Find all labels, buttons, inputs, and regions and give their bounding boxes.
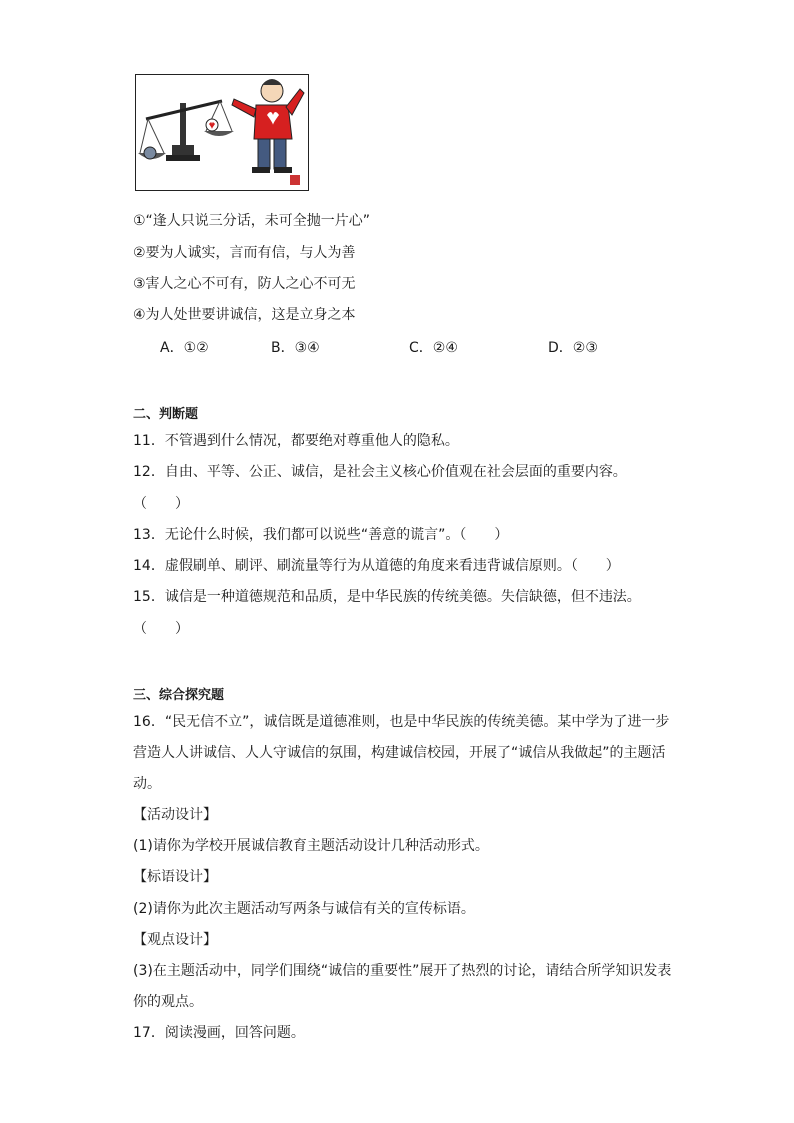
question-14: 14．虚假刷单、刷评、刷流量等行为从道德的角度来看违背诚信原则。（ ） <box>133 558 620 574</box>
question-16-line-3: 动。 <box>133 776 161 792</box>
question-12: 12．自由、平等、公正、诚信，是社会主义核心价值观在社会层面的重要内容。 <box>133 464 627 480</box>
view-question-line-2: 你的观点。 <box>133 994 203 1010</box>
question-15-blank: （ ） <box>133 621 189 637</box>
statement-1: ①“逢人只说三分话，未可全抛一片心” <box>133 213 371 229</box>
option-a: A．①② <box>160 340 209 356</box>
slogan-heading: 【标语设计】 <box>133 869 217 885</box>
question-12-blank: （ ） <box>133 496 189 512</box>
option-c: C．②④ <box>409 340 458 356</box>
option-b: B．③④ <box>271 340 320 356</box>
statement-2: ②要为人诚实，言而有信，与人为善 <box>133 245 356 261</box>
question-13: 13．无论什么时候，我们都可以说些“善意的谎言”。（ ） <box>133 527 509 543</box>
question-17: 17．阅读漫画，回答问题。 <box>133 1025 305 1041</box>
statement-4: ④为人处世要讲诚信，这是立身之本 <box>133 307 356 323</box>
question-16-line-2: 营造人人讲诚信、人人守诚信的氛围，构建诚信校园，开展了“诚信从我做起”的主题活 <box>133 745 666 761</box>
balance-scale-cartoon <box>136 75 308 190</box>
slogan-question: (2)请你为此次主题活动写两条与诚信有关的宣传标语。 <box>133 901 475 917</box>
option-d: D．②③ <box>548 340 598 356</box>
view-question-line-1: (3)在主题活动中，同学们围绕“诚信的重要性”展开了热烈的讨论，请结合所学知识发表 <box>133 963 672 979</box>
cartoon-illustration <box>135 74 309 191</box>
activity-heading: 【活动设计】 <box>133 807 217 823</box>
activity-question: (1)请你为学校开展诚信教育主题活动设计几种活动形式。 <box>133 838 489 854</box>
view-heading: 【观点设计】 <box>133 932 217 948</box>
question-16-line-1: 16．“民无信不立”，诚信既是道德准则，也是中华民族的传统美德。某中学为了进一步 <box>133 714 670 730</box>
section-3-title: 三、综合探究题 <box>133 688 225 703</box>
statement-3: ③害人之心不可有，防人之心不可无 <box>133 276 356 292</box>
question-11: 11．不管遇到什么情况，都要绝对尊重他人的隐私。 <box>133 433 459 449</box>
section-2-title: 二、判断题 <box>133 407 199 422</box>
question-15: 15．诚信是一种道德规范和品质，是中华民族的传统美德。失信缺德，但不违法。 <box>133 589 641 605</box>
